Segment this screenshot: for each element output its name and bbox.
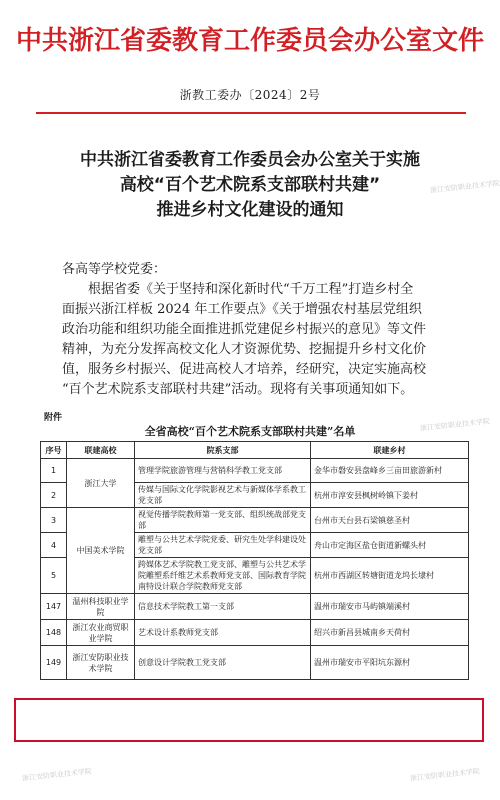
watermark-text: 浙江安防职业技术学院 <box>409 767 481 783</box>
table-row <box>41 646 469 680</box>
org-header-title: 中共浙江省委教育工作委员会办公室文件 <box>15 26 484 56</box>
row-village: 绍兴市新昌县城南乡天荷村 <box>311 620 469 646</box>
table-row <box>41 594 469 620</box>
row-village: 舟山市定海区盐仓街道新螺头村 <box>311 533 469 558</box>
watermark-text: 浙江安防职业技术学院 <box>419 417 491 433</box>
village-pairing-table <box>40 441 469 680</box>
red-divider <box>36 112 466 114</box>
body-line: “百个艺术院系支部联村共建”活动。现将有关事项通知如下。 <box>62 382 414 397</box>
row-village: 温州市瑞安市马屿镇端溪村 <box>311 594 469 620</box>
attachment-label: 附件 <box>44 413 63 423</box>
row-school: 浙江农业商贸职业学院 <box>67 620 135 646</box>
notice-title-line-3: 推进乡村文化建设的通知 <box>156 200 344 220</box>
table-header-row <box>41 442 469 459</box>
row-branch: 雕塑与公共艺术学院党委、研究生处学科建设处党支部 <box>135 533 311 558</box>
row-number: 4 <box>41 533 67 558</box>
row-village: 台州市天台县石梁镇慈圣村 <box>311 508 469 533</box>
row-branch: 艺术设计系教师党支部 <box>135 620 311 646</box>
table-row <box>41 459 469 483</box>
table-row <box>41 508 469 533</box>
attachment-title: 全省高校“百个艺术院系支部联村共建”名单 <box>144 425 356 438</box>
col-header-branch: 院系支部 <box>135 442 311 459</box>
row-number: 147 <box>41 594 67 620</box>
row-school: 温州科技职业学院 <box>67 594 135 620</box>
row-branch: 传媒与国际文化学院影视艺术与新媒体学系教工党支部 <box>135 483 311 508</box>
col-header-village: 联建乡村 <box>311 442 469 459</box>
row-village: 杭州市淳安县枫树岭镇下姜村 <box>311 483 469 508</box>
body-line: 面振兴浙江样板 2024 年工作要点》《关于增强农村基层党组织 <box>62 302 422 317</box>
body-line: 精神，为充分发挥高校文化人才资源优势、挖掘提升乡村文化价 <box>62 342 427 357</box>
row-branch: 信息技术学院教工第一支部 <box>135 594 311 620</box>
highlight-box <box>14 698 484 742</box>
watermark-text: 浙江安防职业技术学院 <box>21 767 93 783</box>
row-branch: 跨媒体艺术学院教工党支部、雕塑与公共艺术学院雕塑系纤维艺术系教师党支部、国际教育学院南特设计联合学院教师党支部 <box>135 558 311 594</box>
row-school: 浙江安防职业技术学院 <box>67 646 135 680</box>
row-village: 金华市磐安县盘峰乡三亩田旅游新村 <box>311 459 469 483</box>
body-line: 政治功能和组织功能全面推进抓党建促乡村振兴的意见》等文件 <box>62 322 427 337</box>
row-branch: 管理学院旅游管理与营销科学教工党支部 <box>135 459 311 483</box>
salutation: 各高等学校党委： <box>62 262 167 277</box>
table-row <box>41 620 469 646</box>
row-number: 2 <box>41 483 67 508</box>
notice-title-line-1: 中共浙江省委教育工作委员会办公室关于实施 <box>80 150 420 170</box>
col-header-number: 序号 <box>41 442 67 459</box>
row-number: 148 <box>41 620 67 646</box>
row-number: 5 <box>41 558 67 594</box>
row-branch: 视觉传播学院教师第一党支部、组织统战部党支部 <box>135 508 311 533</box>
row-branch: 创意设计学院教工党支部 <box>135 646 311 680</box>
row-village: 温州市瑞安市平阳坑东源村 <box>311 646 469 680</box>
row-school: 浙江大学 <box>67 459 135 508</box>
row-number: 1 <box>41 459 67 483</box>
notice-title-line-2: 高校“百个艺术院系支部联村共建” <box>119 175 381 195</box>
body-paragraph <box>62 280 448 400</box>
body-line: 值，服务乡村振兴、促进高校人才培养，经研究，决定实施高校 <box>62 362 427 377</box>
col-header-school: 联建高校 <box>67 442 135 459</box>
row-village: 杭州市西湖区转塘街道龙坞长埭村 <box>311 558 469 594</box>
document-number: 浙教工委办〔2024〕2号 <box>179 88 321 102</box>
watermark-text: 浙江安防职业技术学院 <box>429 179 500 195</box>
body-line: 根据省委《关于坚持和深化新时代“千万工程”打造乡村全 <box>88 282 414 297</box>
row-number: 149 <box>41 646 67 680</box>
row-number: 3 <box>41 508 67 533</box>
row-school: 中国美术学院 <box>67 508 135 594</box>
